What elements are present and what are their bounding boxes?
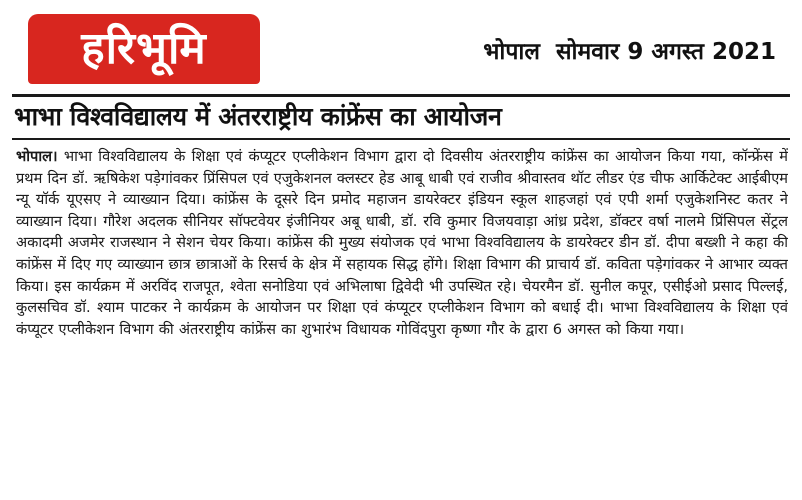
headline: भाभा विश्वविद्यालय में अंतरराष्ट्रीय कांफ्रेंस का आयोजन xyxy=(14,102,502,131)
dateline-city: भोपाल xyxy=(483,39,540,65)
divider-headline xyxy=(12,138,790,140)
logo-text: हरिभूमि xyxy=(81,23,207,74)
divider-top xyxy=(12,94,790,97)
dateline xyxy=(483,34,776,66)
masthead-logo xyxy=(28,14,260,84)
article-text: भाभा विश्वविद्यालय के शिक्षा एवं कंप्यूटर एप्लीकेशन विभाग द्वारा दो दिवसीय अंतरराष्ट्रीय कांफ्रेंस का आयोजन किया गया, कॉन्फ्रेंस में प्रथम दिन डॉ. ऋषिकेश पड़ेगांवकर प्रिंसिपल एवं एजुकेशनल क्लस्टर हेड आबू धाबी एवं राजीव श्रीवास्तव थॉट लीडर एंड चीफ आर्किटेक्ट आईबीएम न्यू यॉर्क यूएसए ने व्याख्यान दिया। कांफ्रेंस के दूसरे दिन प्रमोद महाजन डायरेक्टर इंडियन स्कूल शाहजहां एवं एपी शर्मा एजुकेशनिस्ट कतर ने व्याख्यान दिया। गौरेश अदलक सीनियर सॉफ्टवेयर इंजीनियर अबू धाबी, डॉ. रवि कुमार विजयवाड़ा आंध्र प्रदेश, डॉक्टर वर्षा नालमे प्रिंसिपल सेंट्रल अकादमी अजमेर राजस्थान ने सेशन चेयर किया। कांफ्रेंस की मुख्य संयोजक एवं भाभा विश्वविद्यालय के डायरेक्टर डीन डॉ. दीपा बख्शी ने कहा की कांफ्रेंस में दिए गए व्याख्यान छात्र छात्राओं के रिसर्च के क्षेत्र में सहायक सिद्ध होंगे। शिक्षा विभाग की प्राचार्य डॉ. कविता पड़ेगांवकर ने आभार व्यक्त किया। इस कार्यक्रम में अरविंद राजपूत, श्वेता सनोडिया एवं अभिलाषा द्विवेदी भी उपस्थित रहे। चेयरमैन डॉ. सुनील कपूर, एसीईओ प्रसाद पिल्लई, कुलसचिव डॉ. श्याम पाटकर ने कार्यक्रम के आयोजन पर शिक्षा एवं कंप्यूटर एप्लीकेशन विभाग को बधाई दी। भाभा विश्वविद्यालय के शिक्षा एवं कंप्यूटर एप्लीकेशन विभाग की अंतरराष्ट्रीय कांफ्रेंस का शुभारंभ विधायक गोविंदपुरा कृष्णा गौर के द्वारा 6 अगस्त को किया गया। xyxy=(16,148,788,338)
dateline-date: सोमवार 9 अगस्त 2021 xyxy=(555,39,776,65)
article-place: भोपाल। xyxy=(16,148,58,165)
article-body xyxy=(16,146,788,494)
